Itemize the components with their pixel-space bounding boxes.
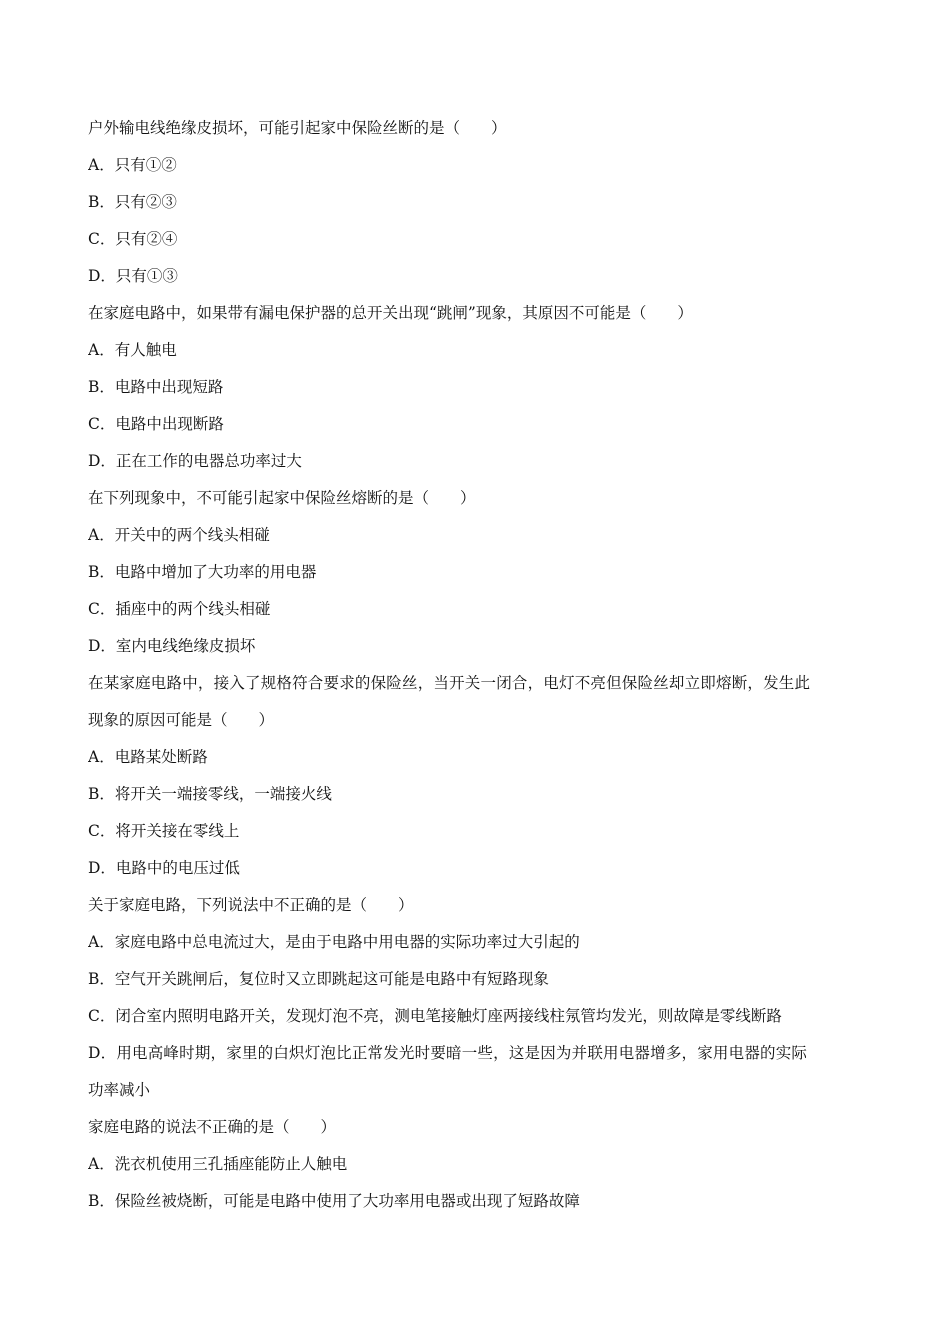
question-3 [88, 480, 868, 665]
option-d-continued: 功率减小 [88, 1081, 151, 1099]
option-d: D．室内电线绝缘皮损坏 [88, 637, 256, 655]
option-a: A．只有①② [88, 156, 177, 174]
question-stem-continued: 现象的原因可能是（ ） [88, 711, 275, 729]
question-2 [88, 295, 868, 480]
option-a: A．有人触电 [88, 341, 177, 359]
option-c: C．电路中出现断路 [88, 415, 224, 433]
question-stem: 家庭电路的说法不正确的是（ ） [88, 1118, 337, 1136]
option-d: D．用电高峰时期，家里的白炽灯泡比正常发光时要暗一些，这是因为并联用电器增多，家用电器的实际 [88, 1044, 808, 1062]
option-d: D．电路中的电压过低 [88, 859, 240, 877]
option-a: A．家庭电路中总电流过大，是由于电路中用电器的实际功率过大引起的 [88, 933, 580, 951]
question-stem: 在家庭电路中，如果带有漏电保护器的总开关出现“跳闸”现象，其原因不可能是（ ） [88, 304, 693, 322]
option-b: B．将开关一端接零线，一端接火线 [88, 785, 332, 803]
option-b: B．只有②③ [88, 193, 177, 211]
question-stem: 在某家庭电路中，接入了规格符合要求的保险丝，当开关一闭合，电灯不亮但保险丝却立即熔断，发生此 [88, 674, 811, 692]
option-a: A．开关中的两个线头相碰 [88, 526, 270, 544]
option-a: A．电路某处断路 [88, 748, 208, 766]
question-stem: 在下列现象中，不可能引起家中保险丝熔断的是（ ） [88, 489, 476, 507]
option-d: D．正在工作的电器总功率过大 [88, 452, 302, 470]
question-stem: 关于家庭电路，下列说法中不正确的是（ ） [88, 896, 414, 914]
option-b: B．电路中增加了大功率的用电器 [88, 563, 317, 581]
question-4 [88, 665, 868, 887]
option-c: C．插座中的两个线头相碰 [88, 600, 271, 618]
option-a: A．洗衣机使用三孔插座能防止人触电 [88, 1155, 348, 1173]
option-c: C．将开关接在零线上 [88, 822, 240, 840]
option-d: D．只有①③ [88, 267, 178, 285]
question-1 [88, 110, 868, 295]
option-b: B．保险丝被烧断，可能是电路中使用了大功率用电器或出现了短路故障 [88, 1192, 580, 1210]
question-list [88, 110, 868, 1220]
option-b: B．空气开关跳闸后，复位时又立即跳起这可能是电路中有短路现象 [88, 970, 549, 988]
question-stem: 户外输电线绝缘皮损坏，可能引起家中保险丝断的是（ ） [88, 119, 507, 137]
option-c: C．只有②④ [88, 230, 178, 248]
question-6 [88, 1109, 868, 1220]
option-b: B．电路中出现短路 [88, 378, 224, 396]
question-5 [88, 887, 868, 1109]
option-c: C．闭合室内照明电路开关，发现灯泡不亮，测电笔接触灯座两接线柱氖管均发光，则故障是零线断路 [88, 1007, 782, 1025]
